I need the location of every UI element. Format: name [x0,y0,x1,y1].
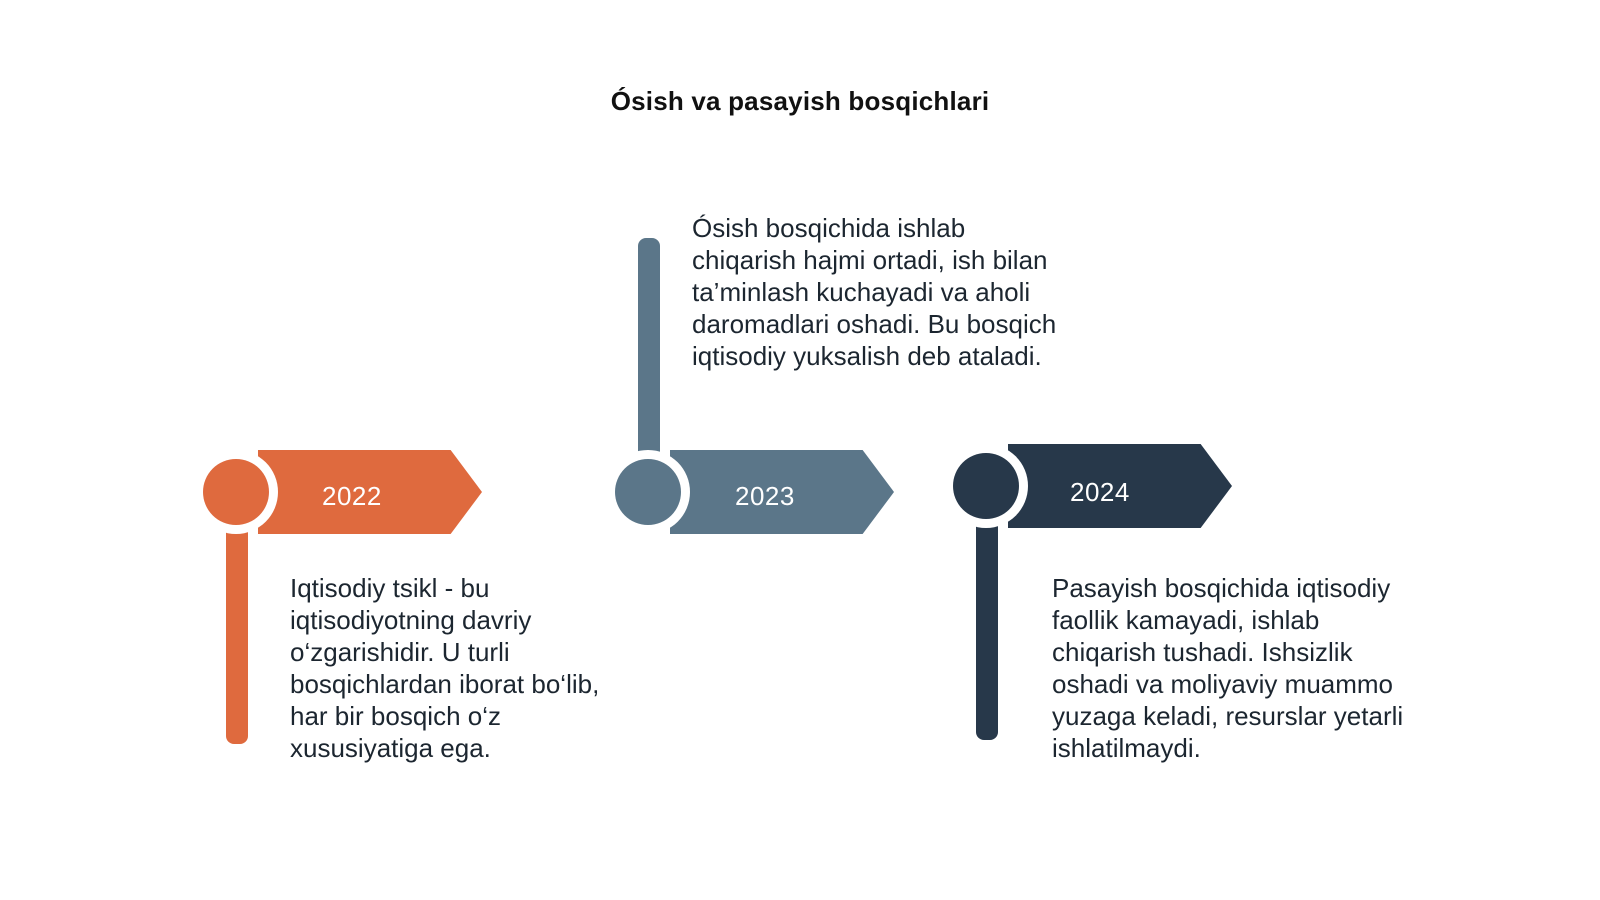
stage-2022-connector [226,520,248,744]
stage-2023-marker [615,459,681,525]
stage-2024-description: Pasayish bosqichida iqtisodiy faollik kamayadi, ishlab chiqarish tushadi. Ishsizlik oshadi va moliyaviy muammo yuzaga keladi, resurslar yetarli ishlatilmaydi. [1052,573,1404,763]
stage-2023-description: Ósish bosqichida ishlab chiqarish hajmi ortadi, ish bilan ta’minlash kuchayadi va aholi daromadlari oshadi. Bu bosqich iqtisodiy yuksalish deb ataladi. [692,213,1057,371]
stage-2022-marker [203,459,269,525]
stage-2023-year: 2023 [735,481,795,511]
stage-2024-connector [976,514,998,740]
stage-2022-year: 2022 [322,481,382,511]
stage-2022-description: Iqtisodiy tsikl - bu iqtisodiyotning davriy o‘zgarishidir. U turli bosqichlardan iborat bo‘lib, har bir bosqich o‘z xususiyatiga ega. [290,573,600,763]
stage-2023-connector [638,238,660,456]
stage-2024-year: 2024 [1070,477,1130,507]
diagram-title: Ósish va pasayish bosqichlari [610,86,990,116]
stage-2024-marker [953,453,1019,519]
